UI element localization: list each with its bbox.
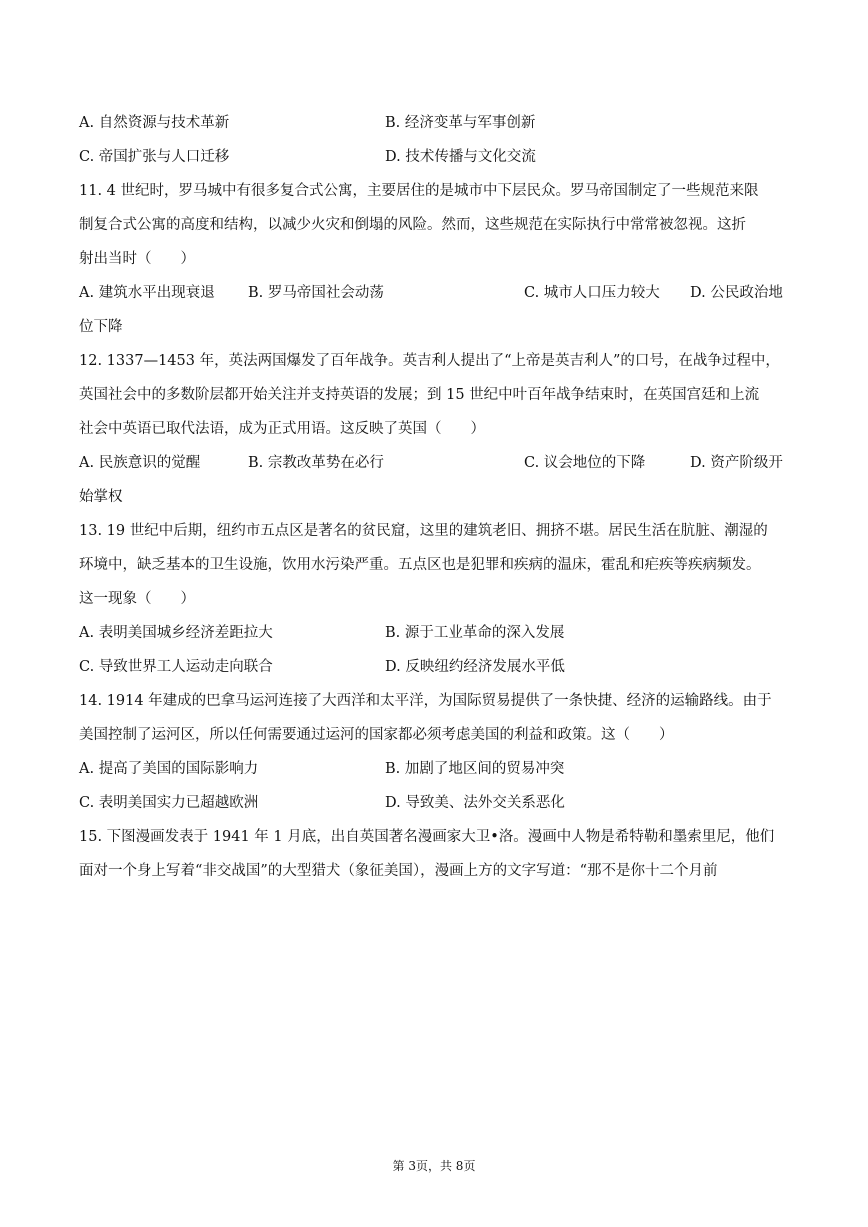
q11-stem-line: 11. 4 世纪时，罗马城中有很多复合式公寓，主要居住的是城市中下层民众。罗马帝国制定了一些规范来限 — [79, 183, 759, 199]
q10-option-d: D. 技术传播与文化交流 — [385, 149, 536, 165]
q12-stem-line: 12. 1337—1453 年，英法两国爆发了百年战争。英吉利人提出了“上帝是英吉利人”的口号，在战争过程中， — [79, 353, 780, 369]
q14-option-b: B. 加剧了地区间的贸易冲突 — [385, 761, 565, 777]
q13-stem-line: 环境中，缺乏基本的卫生设施，饮用水污染严重。五点区也是犯罪和疾病的温床，霍乱和疟疾等疾病频发。 — [79, 557, 761, 573]
q13-stem-line: 13. 19 世纪中后期，纽约市五点区是著名的贫民窟，这里的建筑老旧、拥挤不堪。居民生活在肮脏、潮湿的 — [79, 523, 768, 539]
q11-option-a: A. 建筑水平出现衰退 — [79, 285, 215, 301]
q10-option-c: C. 帝国扩张与人口迁移 — [79, 149, 230, 165]
q13-option-c: C. 导致世界工人运动走向联合 — [79, 659, 273, 675]
q14-stem-line: 14. 1914 年建成的巴拿马运河连接了大西洋和太平洋，为国际贸易提供了一条快捷、经济的运输路线。由于 — [79, 693, 772, 709]
q11-option-d: D. 公民政治地 — [690, 285, 783, 301]
q13-stem-line: 这一现象（ ） — [79, 591, 195, 607]
q12-stem-line: 社会中英语已取代法语，成为正式用语。这反映了英国（ ） — [79, 421, 485, 437]
q13-option-d: D. 反映纽约经济发展水平低 — [385, 659, 565, 675]
q12-option-b: B. 宗教改革势在必行 — [248, 455, 384, 471]
q12-option-c: C. 议会地位的下降 — [524, 455, 646, 471]
page-footer: 第 3页，共 8页 — [392, 1159, 476, 1173]
q11-option-c: C. 城市人口压力较大 — [524, 285, 660, 301]
q14-option-c: C. 表明美国实力已超越欧洲 — [79, 795, 259, 811]
q15-stem-line: 15. 下图漫画发表于 1941 年 1 月底，出自英国著名漫画家大卫•洛。漫画中人物是希特勒和墨索里尼，他们 — [79, 829, 775, 845]
q10-option-b: B. 经济变革与军事创新 — [385, 115, 536, 131]
q11-option-b: B. 罗马帝国社会动荡 — [248, 285, 384, 301]
q12-option-d: D. 资产阶级开 — [690, 455, 783, 471]
q14-stem-line: 美国控制了运河区，所以任何需要通过运河的国家都必须考虑美国的利益和政策。这（ ） — [79, 727, 674, 743]
q12-option-a: A. 民族意识的觉醒 — [79, 455, 201, 471]
q11-stem-line: 制复合式公寓的高度和结构，以减少火灾和倒塌的风险。然而，这些规范在实际执行中常常被忽视。这折 — [79, 217, 746, 233]
q11-option-d-continued: 位下降 — [79, 319, 123, 335]
q14-option-d: D. 导致美、法外交关系恶化 — [385, 795, 565, 811]
q14-option-a: A. 提高了美国的国际影响力 — [79, 761, 259, 777]
q12-stem-line: 英国社会中的多数阶层都开始关注并支持英语的发展；到 15 世纪中叶百年战争结束时，在英国宫廷和上流 — [79, 387, 760, 403]
q11-stem-line: 射出当时（ ） — [79, 251, 195, 267]
q15-stem-line: 面对一个身上写着“非交战国”的大型猎犬（象征美国），漫画上方的文字写道：“那不是你十二个月前 — [79, 863, 718, 879]
q12-option-d-continued: 始掌权 — [79, 489, 123, 505]
q13-option-a: A. 表明美国城乡经济差距拉大 — [79, 625, 273, 641]
q13-option-b: B. 源于工业革命的深入发展 — [385, 625, 565, 641]
q10-option-a: A. 自然资源与技术革新 — [79, 115, 230, 131]
